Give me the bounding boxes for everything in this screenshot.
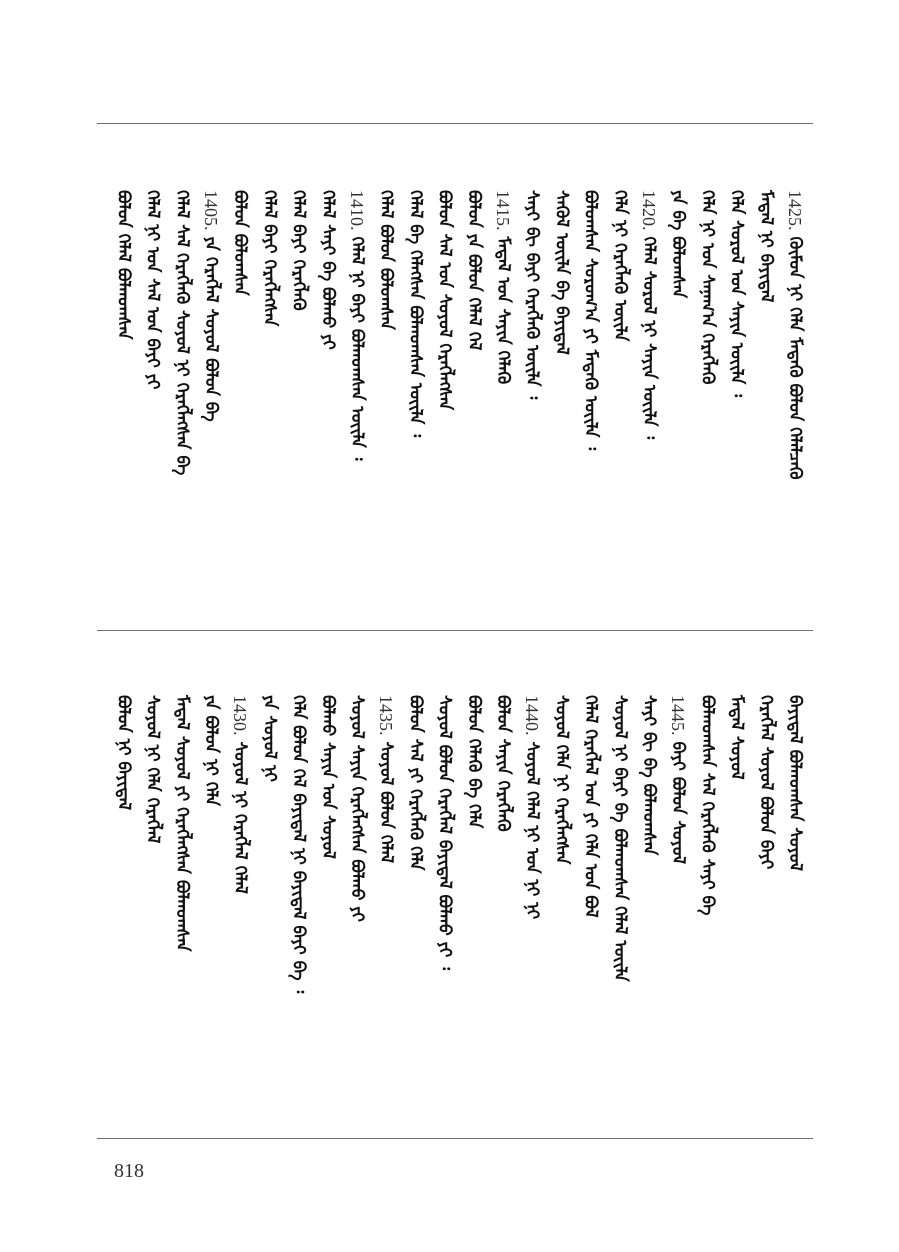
verse-line: [436, 695, 453, 970]
verse-line: [144, 695, 161, 843]
line-number: 1420.: [639, 190, 659, 231]
verse-line: [669, 695, 687, 864]
verse-line: [405, 695, 426, 871]
verse-text: ᠰᠣᠶᠣᠯ ᠨᠢ ᠬᠡᠯᠡ ᠬᠡᠷᠡᠭᠯᠡᠯ: [142, 695, 163, 844]
verse-line: [465, 190, 482, 350]
verse-line: [494, 695, 511, 832]
verse-text: ᠮᠡᠳᠡᠯ ᠰᠣᠶᠣᠯ ᠶᠢ ᠬᠡᠷᠡᠭᠯᠡᠭᠰᠡᠨ ᠪᠣᠯᠬᠣᠭᠰᠠᠨ: [171, 695, 192, 952]
verse-text: ᠪᠠᠶᠢᠳᠠᠯ ᠪᠣᠯᠬᠣᠭᠰᠠᠨ ᠰᠣᠶᠣᠯ: [785, 695, 805, 871]
verse-line: [259, 190, 280, 327]
verse-text: ᠰᠣᠶᠣᠯ ᠪᠣᠯᠤᠨ ᠬᠡᠷᠡᠭᠯᠡᠯ ᠪᠠᠶᠢᠳᠠᠯ ᠪᠣᠯᠬᠣ ᠶᠢ ᠄: [434, 695, 455, 971]
verse-text: ᠮᠡᠳᠡᠯ ᠨᠢ ᠪᠠᠶᠢᠳᠠᠯ: [755, 190, 776, 303]
verse-text: ᠬᠡᠯᠡ ᠪᠣᠯᠤᠨ ᠬᠡᠯ ᠪᠠᠶᠢᠳᠠᠯ ᠨᠢ ᠪᠠᠶᠢᠳᠠᠯ ᠪᠠᠶᠢ ᠪᠠ ᠄: [288, 695, 309, 994]
verse-text: ᠰᠣᠶᠣᠯ ᠰᠠᠶᠢᠨ ᠬᠡᠷᠡᠭᠯᠡᠭᠰᠡᠨ ᠪᠣᠯᠬᠣ ᠶᠢ: [347, 695, 367, 922]
verse-text: ᠰᠣᠶᠣᠯ ᠨᠢ ᠪᠠᠶᠢ ᠪᠠ ᠪᠣᠯᠬᠣᠭᠰᠠᠨ ᠬᠡᠯᠡᠯ ᠦᠢᠯᠡ: [609, 695, 630, 982]
verse-text: ᠪᠣᠯᠤᠨ ᠨᠢ ᠪᠠᠶᠢᠳᠠᠯ: [113, 695, 134, 811]
verse-text: ᠮᠡᠳᠡᠯ ᠤᠨ ᠰᠠᠶᠢᠨ ᠬᠡᠯᠡᠬᠦ: [493, 236, 513, 385]
line-number: 1445.: [668, 695, 689, 736]
line-number: 1430.: [230, 695, 251, 736]
verse-line: [494, 190, 512, 384]
line-number: 1425.: [785, 190, 805, 231]
verse-line: [582, 190, 599, 450]
verse-text: ᠬᠡᠯᠡᠯ ᠬᠡᠷᠡᠭᠯᠡᠯ ᠤᠨ ᠶᠢ ᠬᠡᠯᠡ ᠤᠨ ᠪᠣᠯ: [580, 695, 601, 918]
verse-text: ᠬᠡᠯᠡᠯ ᠪᠠ ᠬᠡᠯᠡᠭᠰᠡᠨ ᠪᠣᠯᠬᠣᠭᠰᠠᠨ ᠦᠢᠯᠡ ᠄: [405, 190, 426, 438]
verse-line: [611, 190, 628, 341]
verse-text: ᠬᠡᠯᠡᠯ ᠰᠤᠷᠤᠯ ᠨᠢ ᠰᠠᠶᠢᠨ ᠦᠢᠯᠡ ᠄: [639, 236, 659, 440]
verse-line: [697, 695, 718, 916]
verse-text: ᠬᠡᠯᠡᠯ ᠪᠣᠯᠤᠨ ᠪᠣᠯᠤᠭᠰᠠᠨ: [376, 190, 397, 330]
top-rule: [97, 123, 813, 124]
verse-text: ᠬᠦᠮᠦᠨ ᠨᠢ ᠬᠡᠯᠡ ᠮᠡᠳᠡᠬᠦ ᠪᠣᠯᠤᠨ ᠬᠡᠯᠡᠯᠴᠡᠬᠦ: [785, 236, 805, 480]
verse-text: ᠰᠡᠭᠦᠯ ᠦᠢᠯᠡ ᠪᠠ ᠪᠠᠶᠢᠳᠠᠯ: [551, 190, 572, 355]
verse-line: [728, 190, 745, 397]
line-number: 1405.: [201, 190, 221, 231]
verse-text: ᠰᠠᠶᠢ ᠪᠢ ᠪᠠᠶᠢ ᠬᠡᠷᠡᠭᠯᠡᠬᠦ ᠦᠢᠯᠡ ᠄: [522, 190, 543, 400]
verse-block-upper: [97, 190, 813, 610]
verse-line: [697, 190, 718, 385]
line-number: 1435.: [376, 695, 397, 736]
verse-line: [786, 190, 804, 480]
verse-text: ᠪᠣᠯᠤᠨ ᠰᠡᠯ ᠶᠢ ᠬᠡᠷᠡᠭᠯᠡᠬᠦ ᠬᠡᠯᠡ: [405, 695, 426, 871]
verse-text: ᠬᠡᠯᠡᠯ ᠨᠢ ᠤᠨ ᠰᠡᠯ ᠤᠨ ᠪᠠᠶᠢ ᠶᠢ: [142, 190, 163, 390]
verse-line: [640, 190, 658, 439]
verse-text: ᠬᠡᠯᠡᠯ ᠪᠠᠶᠢ ᠬᠡᠷᠡᠭᠯᠡᠭᠰᠡᠨ: [259, 190, 280, 327]
verse-text: ᠪᠣᠯᠤᠨ ᠰᠠᠶᠢᠨ ᠬᠡᠷᠡᠭᠯᠡᠬᠦ: [493, 695, 513, 832]
line-number: 1440.: [522, 695, 543, 736]
verse-line: [786, 695, 803, 871]
verse-line: [113, 190, 134, 340]
verse-text: ᠶᠠ ᠰᠣᠶᠣᠯ ᠨᠢ: [259, 695, 280, 782]
verse-line: [523, 695, 541, 919]
verse-text: ᠶᠠ ᠪᠣᠯᠤᠨ ᠨᠢ ᠬᠡᠯᠡ: [201, 695, 221, 806]
middle-rule: [97, 630, 813, 631]
verse-line: [465, 695, 482, 828]
verse-text: ᠰᠠᠶᠢ ᠪᠢ ᠪᠠ ᠪᠣᠯᠬᠣᠭᠰᠠᠨ: [639, 695, 659, 856]
verse-line: [551, 190, 572, 355]
verse-line: [113, 695, 134, 811]
verse-text: ᠬᠡᠷᠡᠭᠯᠡᠯ ᠰᠣᠶᠣᠯ ᠪᠣᠯᠤᠨ ᠪᠠᠶᠢ: [755, 695, 776, 870]
verse-text: ᠪᠣᠯᠤᠨ ᠰᠡᠯ ᠤᠨ ᠰᠣᠶᠣᠯ ᠬᠡᠷᠡᠭᠯᠡᠭᠰᠡᠨ: [434, 190, 455, 411]
verse-line: [290, 190, 307, 311]
verse-line: [436, 190, 453, 410]
verse-line: [551, 695, 572, 865]
verse-text: ᠶᠠ ᠬᠡᠷᠡᠭᠯᠡᠯ ᠰᠣᠶᠣᠯ ᠪᠣᠯᠤᠨ ᠪᠠ: [201, 236, 221, 422]
verse-line: [757, 695, 774, 869]
verse-text: ᠰᠣᠶᠣᠯ ᠪᠣᠯᠤᠨ ᠬᠡᠯᠡᠯ: [376, 741, 397, 864]
verse-line: [668, 190, 689, 299]
verse-line: [173, 190, 190, 475]
verse-text: ᠶᠠ ᠪᠠ ᠪᠣᠯᠣᠭᠰᠠᠨ: [668, 190, 689, 299]
verse-text: ᠪᠣᠯᠤᠨ ᠬᠡᠯᠡᠯ ᠪᠣᠯᠬᠣᠭᠰᠠᠨ: [113, 190, 134, 340]
verse-text: ᠪᠣᠯᠤᠨ ᠶᠠ ᠪᠣᠯᠤᠨ ᠬᠡᠯᠡᠯ ᠬᠡᠯ: [463, 190, 484, 351]
verse-line: [202, 695, 219, 806]
verse-text: ᠬᠡᠯᠡ ᠨᠢ ᠤᠨ ᠰᠠᠨᠠᠭ᠎ᠠ ᠬᠡᠷᠡᠭᠯᠡᠬᠦ: [697, 190, 718, 385]
verse-line: [319, 695, 336, 859]
verse-line: [728, 695, 745, 780]
verse-line: [582, 695, 599, 918]
verse-line: [348, 190, 366, 461]
verse-line: [611, 695, 628, 982]
verse-line: [230, 190, 251, 296]
verse-text: ᠪᠣᠯᠤᠨ ᠪᠣᠯᠤᠭᠰᠠᠨ: [230, 190, 251, 296]
verse-line: [319, 190, 336, 350]
bottom-rule: [97, 1138, 813, 1139]
page-number: 818: [114, 1160, 144, 1182]
verse-line: [522, 190, 543, 400]
verse-text: ᠬᠡᠯᠡ ᠰᠤᠷᠤᠯ ᠤᠨ ᠰᠠᠶᠢᠨ ᠦᠢᠯᠡ ᠄: [726, 190, 747, 398]
verse-line: [259, 695, 280, 782]
verse-text: ᠪᠣᠯᠬᠣ ᠰᠠᠶᠢᠨ ᠤᠨ ᠰᠣᠶᠣᠯ: [317, 695, 338, 859]
verse-text: ᠬᠡᠯᠡᠯ ᠨᠢ ᠪᠠᠶᠢ ᠪᠣᠯᠬᠣᠭᠰᠠᠨ ᠦᠢᠯᠡ ᠄: [347, 236, 367, 461]
verse-text: ᠪᠣᠯᠬᠣᠭᠰᠠᠨ ᠰᠡᠯ ᠬᠡᠷᠡᠭᠯᠡᠬᠦ ᠰᠠᠶᠢ ᠪᠠ: [697, 695, 718, 916]
line-number: 1410.: [347, 190, 367, 231]
verse-line: [144, 190, 161, 389]
verse-line: [173, 695, 190, 952]
verse-line: [757, 190, 774, 302]
verse-text: ᠮᠡᠳᠡᠯ ᠰᠣᠶᠣᠯ: [726, 695, 747, 780]
verse-text: ᠪᠣᠯᠤᠭᠰᠠᠨ ᠰᠤᠷᠤᠭ᠎ᠠ ᠶᠢ ᠮᠡᠳᠡᠬᠦ ᠦᠢᠯᠡ ᠄: [580, 190, 601, 451]
verse-line: [290, 695, 307, 993]
verse-line: [231, 695, 249, 894]
verse-line: [405, 190, 426, 438]
verse-text: ᠪᠣᠯᠤᠨ ᠬᠡᠯᠡᠬᠦ ᠪᠠ ᠬᠡᠯᠡ: [463, 695, 484, 829]
verse-line: [376, 190, 397, 330]
line-number: 1415.: [493, 190, 513, 231]
verse-line: [640, 695, 657, 855]
verse-text: ᠰᠣᠶᠣᠯ ᠬᠡᠯᠡ ᠨᠢ ᠬᠡᠷᠡᠭᠯᠡᠭᠰᠡᠨ: [551, 695, 572, 865]
verse-text: ᠬᠡᠯᠡᠯ ᠰᠠᠶᠢ ᠪᠠ ᠪᠣᠯᠬᠣ ᠶᠢ: [317, 190, 338, 350]
verse-text: ᠬᠡᠯᠡ ᠨᠢ ᠬᠡᠷᠡᠭᠯᠡᠬᠦ ᠦᠢᠯᠡ: [609, 190, 630, 342]
verse-text: ᠰᠣᠶᠣᠯ ᠬᠡᠯᠡᠯ ᠨᠢ ᠤᠨ ᠨᠢ ᠨᠢ: [522, 741, 543, 920]
verse-text: ᠪᠠᠶᠢ ᠪᠣᠯᠤᠨ ᠰᠣᠶᠣᠯ: [668, 741, 689, 865]
verse-line: [377, 695, 395, 863]
verse-line: [202, 190, 220, 422]
verse-block-lower: [97, 695, 813, 1115]
verse-text: ᠰᠣᠶᠣᠯ ᠨᠢ ᠬᠡᠷᠡᠭᠯᠡᠯ ᠬᠡᠯᠡᠯ: [230, 741, 251, 894]
verse-line: [348, 695, 365, 922]
verse-text: ᠬᠡᠯᠡᠯ ᠪᠠᠶᠢ ᠬᠡᠷᠡᠭᠯᠡᠬᠦ: [288, 190, 309, 311]
verse-text: ᠬᠡᠯᠡᠯ ᠰᠡᠯ ᠬᠡᠷᠡᠭᠯᠡᠬᠦ ᠰᠣᠶᠣᠯ ᠨᠢ ᠬᠡᠷᠡᠭᠯᠡᠭᠰᠡᠨ ᠪᠠ: [171, 190, 192, 476]
